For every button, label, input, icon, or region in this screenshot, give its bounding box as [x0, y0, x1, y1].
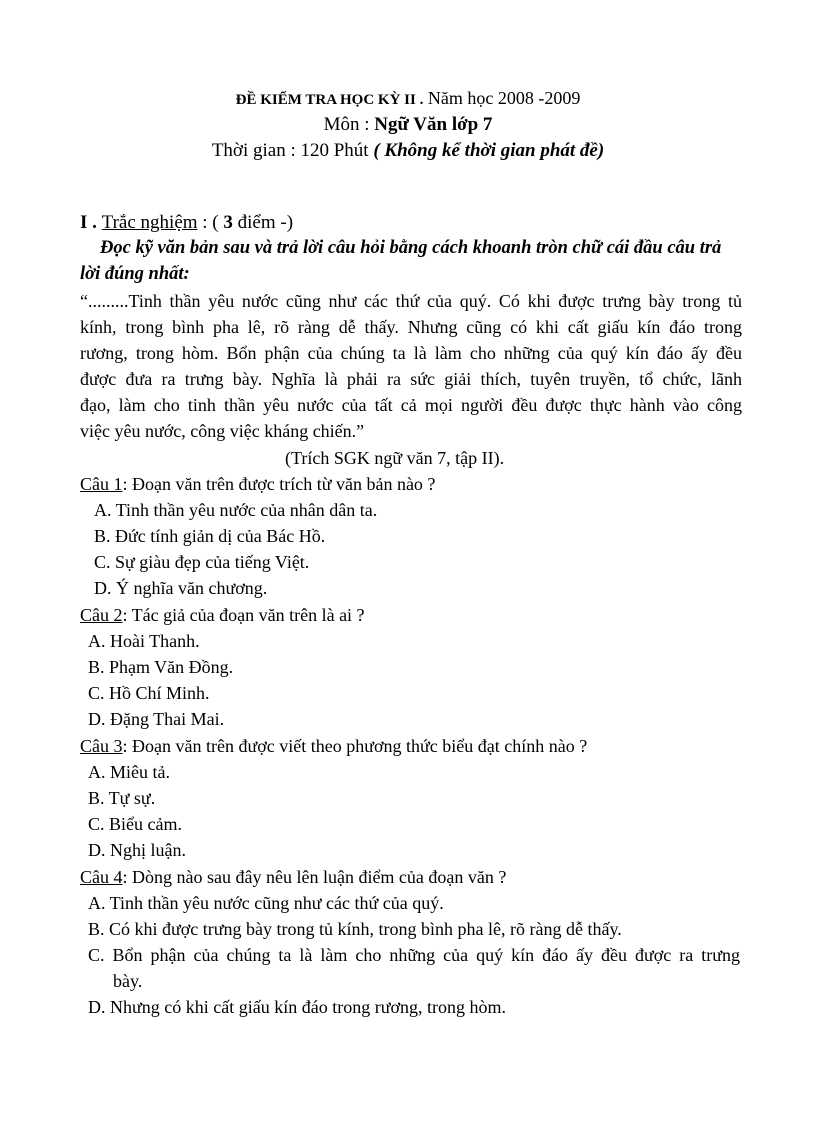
passage-line: kính, trong bình pha lê, rõ ràng dễ thấy. Nhưng cũng có khi cất giấu kín đáo trong	[80, 317, 742, 337]
answer-option[interactable]: A. Miêu tả.	[88, 762, 170, 782]
passage-line: việc yêu nước, công việc kháng chiến.”	[80, 421, 365, 441]
section-title: Trắc nghiệm	[101, 212, 198, 233]
question-text: : Dòng nào sau đây nêu lên luận điểm của đoạn văn ?	[122, 867, 507, 887]
answer-option[interactable]: D. Ý nghĩa văn chương.	[94, 578, 268, 598]
answer-option[interactable]: D. Nghị luận.	[88, 840, 186, 860]
answer-option[interactable]: B. Tự sự.	[88, 788, 156, 808]
question-text: : Tác giả của đoạn văn trên là ai ?	[122, 605, 365, 625]
passage-line: đạo, làm cho tinh thần yêu nước của tất cả mọi người đều được thực hành vào công	[80, 395, 742, 415]
passage-source: (Trích SGK ngữ văn 7, tập II).	[285, 448, 505, 468]
section-sep: : (	[197, 212, 224, 233]
answer-option[interactable]: C. Sự giàu đẹp của tiếng Việt.	[94, 552, 310, 572]
section-points-suffix: điểm -)	[232, 212, 294, 233]
time-line	[0, 140, 816, 162]
section-number: I .	[80, 212, 102, 233]
question-label: Câu 3	[80, 736, 123, 756]
subject-label: Môn :	[323, 114, 375, 135]
school-year: Năm học 2008 -2009	[423, 88, 581, 108]
subject-name: Ngữ Văn lớp 7	[374, 114, 493, 135]
question-text: : Đoạn văn trên được trích từ văn bản nào ?	[122, 474, 436, 494]
question-2	[80, 604, 365, 626]
question-label: Câu 2	[80, 605, 123, 625]
subject-line	[0, 114, 816, 136]
question-4	[80, 866, 506, 888]
exam-title-main: ĐỀ KIỂM TRA HỌC KỲ II .	[235, 92, 424, 108]
passage-line: được đưa ra trưng bày. Nghĩa là phải ra sức giải thích, tuyên truyền, tổ chức, lãnh	[80, 369, 742, 389]
answer-option[interactable]: C. Biểu cảm.	[88, 814, 182, 834]
question-label: Câu 1	[80, 474, 123, 494]
time-note: ( Không kể thời gian phát đề)	[373, 140, 605, 161]
answer-option[interactable]: C. Bổn phận của chúng ta là làm cho những của quý kín đáo ấy đều được ra trưng	[88, 945, 740, 965]
passage-line: rương, trong hòm. Bổn phận của chúng ta là làm cho những của quý kín đáo ấy đều	[80, 343, 742, 363]
answer-option[interactable]: B. Có khi được trưng bày trong tủ kính, trong bình pha lê, rõ ràng dễ thấy.	[88, 919, 622, 939]
question-text: : Đoạn văn trên được viết theo phương thức biểu đạt chính nào ?	[122, 736, 588, 756]
answer-option[interactable]: B. Phạm Văn Đồng.	[88, 657, 234, 677]
time-label: Thời gian : 120 Phút	[211, 140, 374, 161]
instruction-line-2: lời đúng nhất:	[80, 264, 190, 284]
answer-option[interactable]: B. Đức tính giản dị của Bác Hồ.	[94, 526, 326, 546]
question-label: Câu 4	[80, 867, 123, 887]
answer-option[interactable]: D. Đặng Thai Mai.	[88, 709, 225, 729]
answer-option-continuation[interactable]: bày.	[113, 971, 143, 991]
question-1	[80, 473, 435, 495]
exam-title	[0, 88, 816, 109]
passage-line: “.........Tinh thần yêu nước cũng như các thứ của quý. Có khi được trưng bày trong tủ	[80, 291, 742, 311]
section-points: 3	[223, 212, 233, 233]
section-heading	[80, 212, 293, 234]
answer-option[interactable]: A. Tinh thần yêu nước của nhân dân ta.	[94, 500, 378, 520]
question-3	[80, 735, 587, 757]
answer-option[interactable]: A. Hoài Thanh.	[88, 631, 200, 651]
answer-option[interactable]: A. Tinh thần yêu nước cũng như các thứ của quý.	[88, 893, 444, 913]
instruction-line-1: Đọc kỹ văn bản sau và trả lời câu hỏi bằng cách khoanh tròn chữ cái đầu câu trả	[100, 238, 722, 258]
answer-option[interactable]: D. Nhưng có khi cất giấu kín đáo trong rương, trong hòm.	[88, 997, 506, 1017]
answer-option[interactable]: C. Hồ Chí Minh.	[88, 683, 210, 703]
